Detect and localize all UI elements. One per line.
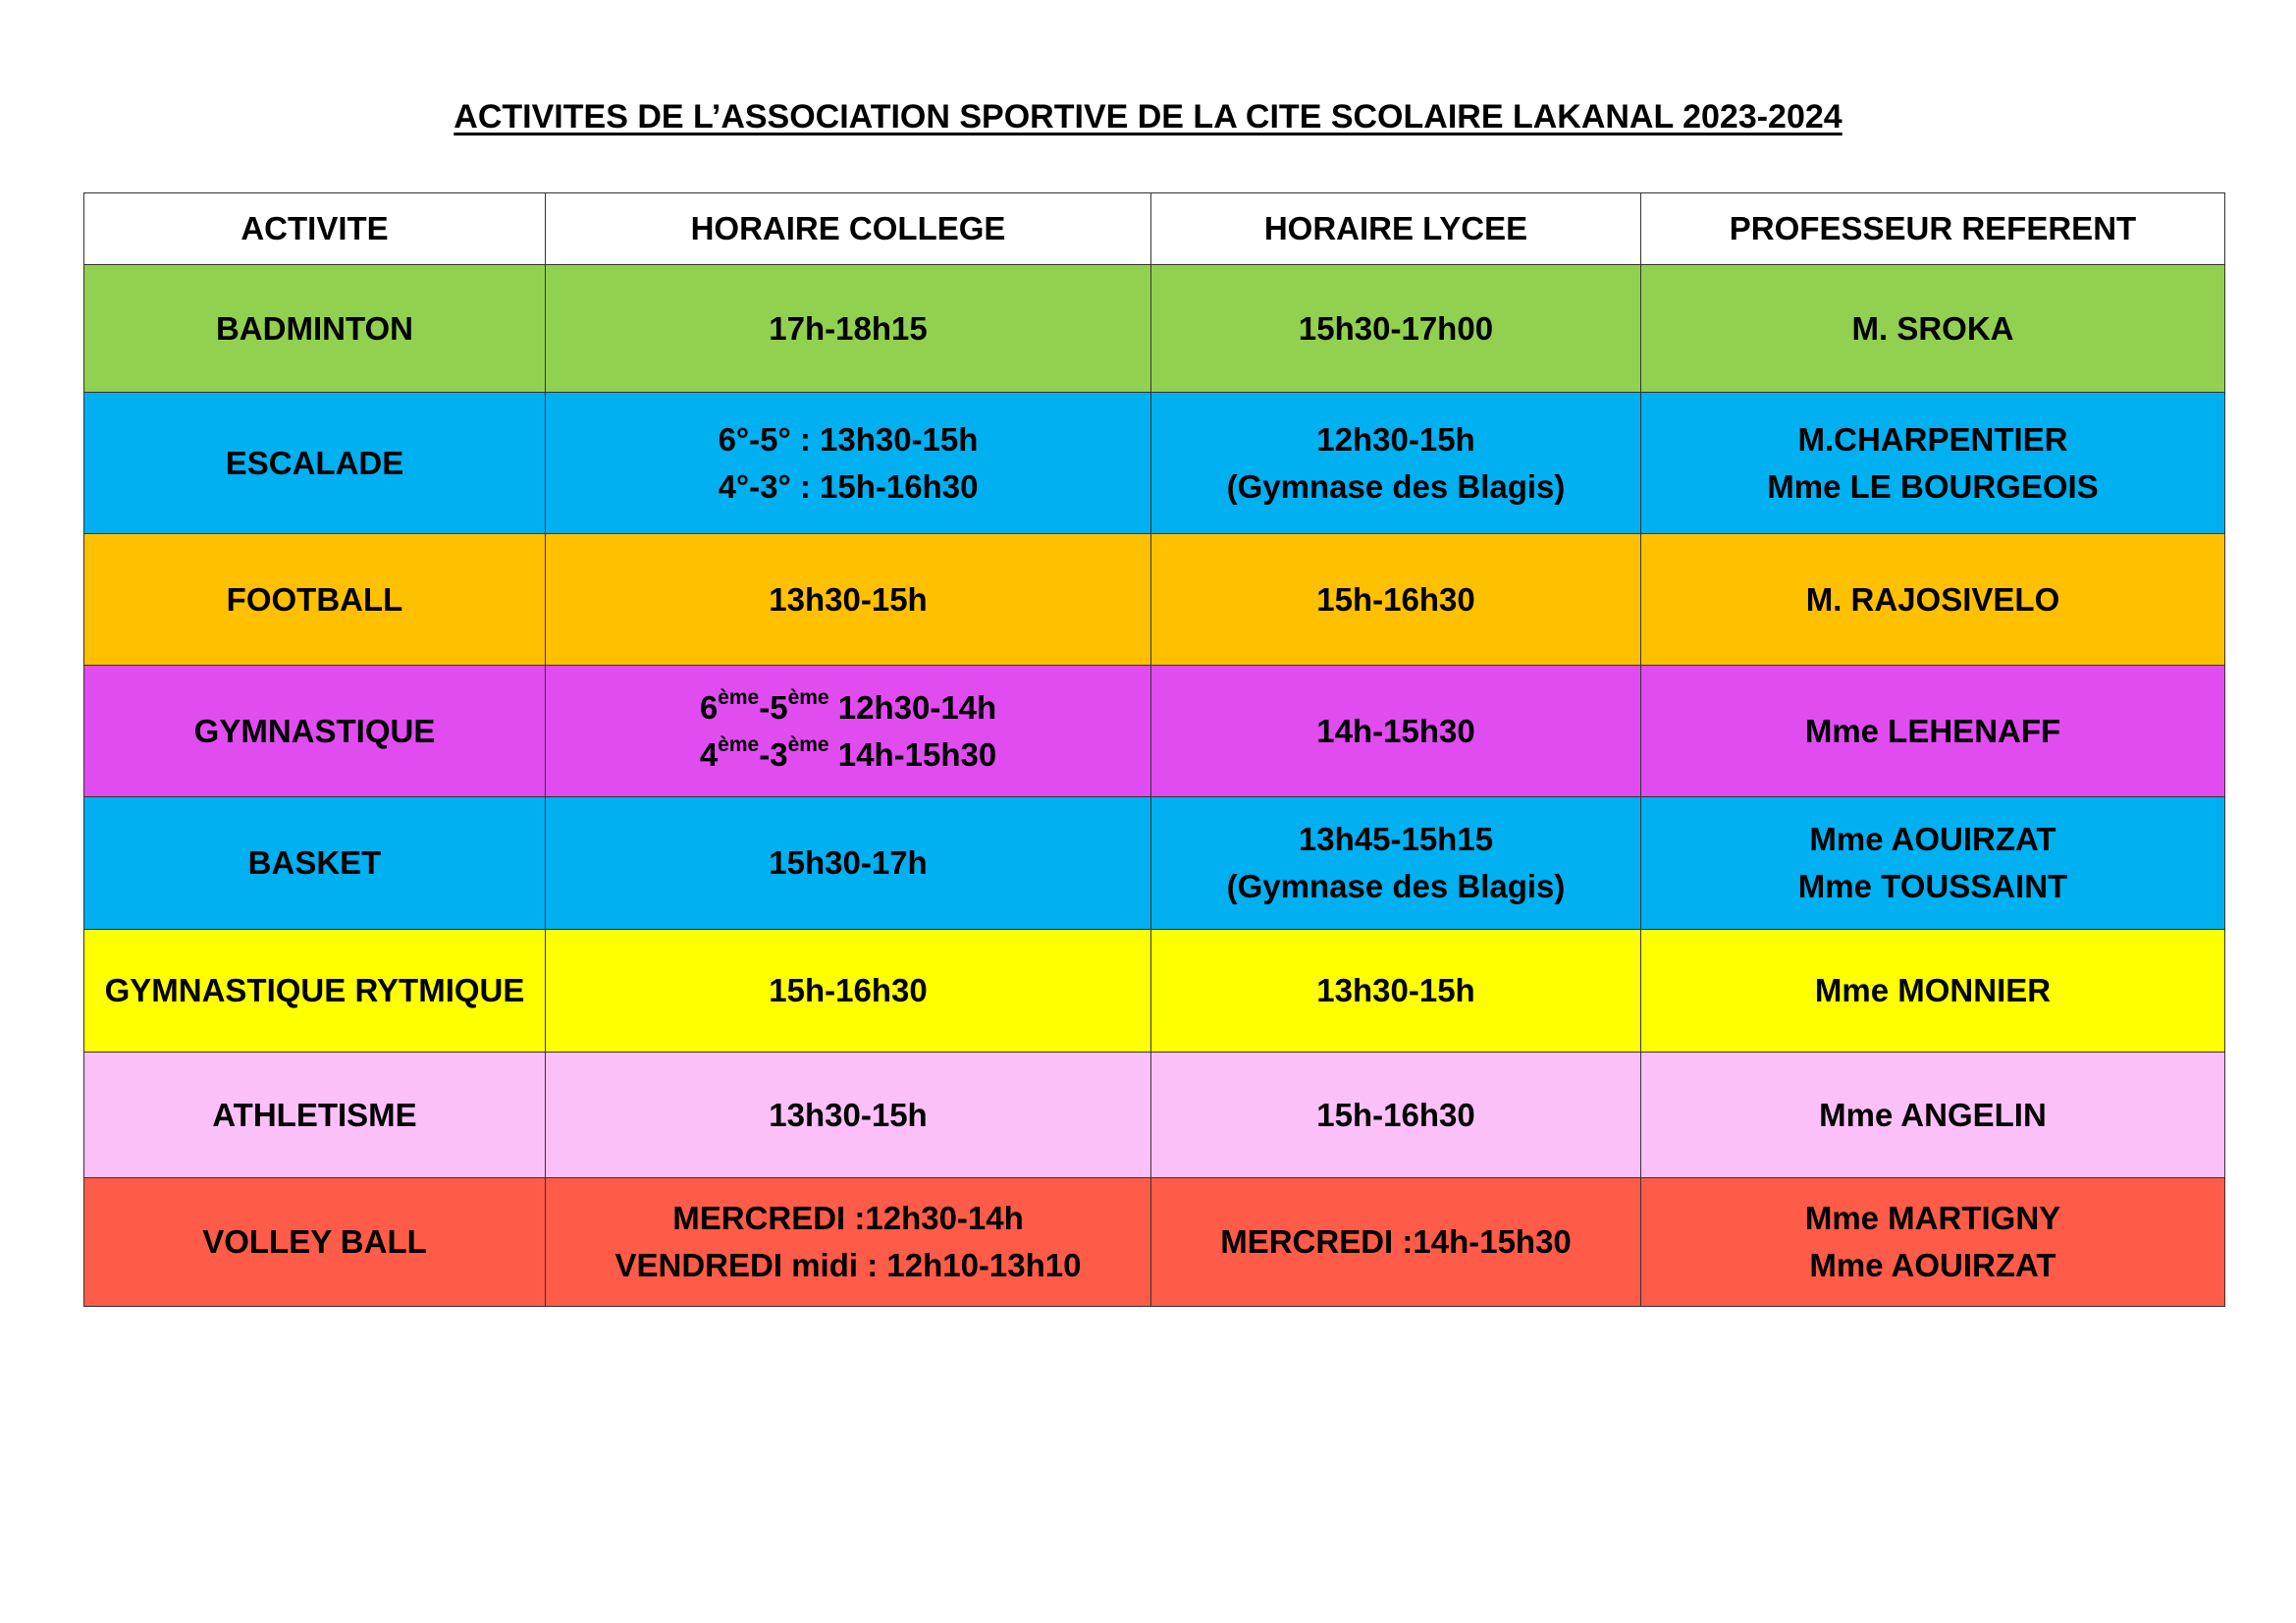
lycee-schedule-line: 15h-16h30 bbox=[1316, 1096, 1475, 1133]
time-range: 14h-15h30 bbox=[828, 735, 997, 773]
teacher-cell bbox=[1641, 666, 2225, 797]
grade-start: 6 bbox=[699, 688, 719, 726]
activity-cell: BADMINTON bbox=[84, 265, 546, 393]
activity-cell: ATHLETISME bbox=[84, 1053, 546, 1178]
college-schedule-cell bbox=[546, 797, 1151, 930]
lycee-schedule-line: 13h45-15h15 bbox=[1298, 821, 1494, 857]
college-schedule-line: 13h30-15h bbox=[769, 1096, 928, 1133]
table-row bbox=[84, 534, 2225, 666]
college-schedule-line: 17h-18h15 bbox=[769, 309, 928, 347]
teacher-name: M.CHARPENTIER bbox=[1797, 420, 2068, 458]
college-schedule-cell bbox=[546, 666, 1151, 797]
lycee-schedule-line: 15h30-17h00 bbox=[1298, 309, 1494, 347]
teacher-name: Mme TOUSSAINT bbox=[1797, 868, 2068, 904]
teacher-cell bbox=[1641, 534, 2225, 666]
teacher-cell bbox=[1641, 265, 2225, 393]
lycee-location-line: (Gymnase des Blagis) bbox=[1226, 467, 1566, 505]
grade-suffix: ème bbox=[718, 685, 760, 709]
college-schedule-line: VENDREDI midi : 12h10-13h10 bbox=[614, 1247, 1082, 1283]
grade-suffix: ème bbox=[787, 685, 829, 709]
header-horaire-college: HORAIRE COLLEGE bbox=[546, 193, 1151, 265]
teacher-name: M. SROKA bbox=[1851, 309, 2014, 347]
table-row bbox=[84, 1178, 2225, 1307]
college-schedule-line: 6°-5° : 13h30-15h bbox=[718, 420, 979, 458]
activity-cell: FOOTBALL bbox=[84, 534, 546, 666]
activity-cell: BASKET bbox=[84, 797, 546, 930]
college-schedule-line: 13h30-15h bbox=[769, 580, 928, 618]
teacher-cell bbox=[1641, 393, 2225, 534]
teacher-cell bbox=[1641, 930, 2225, 1053]
college-schedule-line: 4°-3° : 15h-16h30 bbox=[718, 467, 979, 505]
lycee-schedule-line: MERCREDI :14h-15h30 bbox=[1220, 1223, 1572, 1260]
table-row bbox=[84, 1053, 2225, 1178]
teacher-cell bbox=[1641, 1053, 2225, 1178]
college-schedule-cell bbox=[546, 393, 1151, 534]
college-schedule-line bbox=[552, 731, 1145, 779]
table-row bbox=[84, 930, 2225, 1053]
college-schedule-cell bbox=[546, 1178, 1151, 1307]
activity-cell: ESCALADE bbox=[84, 393, 546, 534]
teacher-cell bbox=[1641, 1178, 2225, 1307]
lycee-schedule-cell bbox=[1151, 393, 1641, 534]
lycee-schedule-cell bbox=[1151, 534, 1641, 666]
page-title: ACTIVITES DE L’ASSOCIATION SPORTIVE DE LA CITE SCOLAIRE LAKANAL 2023-2024 bbox=[454, 98, 1842, 135]
activity-cell: VOLLEY BALL bbox=[84, 1178, 546, 1307]
lycee-schedule-cell bbox=[1151, 1053, 1641, 1178]
header-horaire-lycee: HORAIRE LYCEE bbox=[1151, 193, 1641, 265]
lycee-location-line: (Gymnase des Blagis) bbox=[1226, 868, 1566, 904]
college-schedule-line: MERCREDI :12h30-14h bbox=[672, 1200, 1024, 1236]
teacher-name: Mme LEHENAFF bbox=[1804, 712, 2061, 749]
lycee-schedule-cell bbox=[1151, 666, 1641, 797]
table-header-row bbox=[84, 193, 2225, 265]
activities-table bbox=[83, 192, 2225, 1307]
header-professeur-referent: PROFESSEUR REFERENT bbox=[1641, 193, 2225, 265]
lycee-schedule-line: 15h-16h30 bbox=[1316, 580, 1475, 618]
time-range: 12h30-14h bbox=[828, 688, 997, 726]
grade-start: 4 bbox=[699, 735, 719, 773]
lycee-schedule-line: 13h30-15h bbox=[1316, 972, 1475, 1008]
teacher-name: M. RAJOSIVELO bbox=[1805, 580, 2060, 618]
table-row bbox=[84, 666, 2225, 797]
activity-cell: GYMNASTIQUE bbox=[84, 666, 546, 797]
teacher-name: Mme AOUIRZAT bbox=[1809, 821, 2056, 857]
lycee-schedule-cell bbox=[1151, 265, 1641, 393]
grade-end: 5 bbox=[770, 688, 788, 726]
lycee-schedule-cell bbox=[1151, 930, 1641, 1053]
lycee-schedule-cell bbox=[1151, 797, 1641, 930]
college-schedule-cell bbox=[546, 1053, 1151, 1178]
teacher-cell bbox=[1641, 797, 2225, 930]
college-schedule-cell bbox=[546, 930, 1151, 1053]
activity-cell: GYMNASTIQUE RYTMIQUE bbox=[84, 930, 546, 1053]
table-row bbox=[84, 797, 2225, 930]
lycee-schedule-line: 12h30-15h bbox=[1316, 420, 1475, 458]
header-activite: ACTIVITE bbox=[84, 193, 546, 265]
college-schedule-line: 15h30-17h bbox=[769, 844, 928, 881]
teacher-name: Mme ANGELIN bbox=[1819, 1096, 2047, 1133]
grade-suffix: ème bbox=[718, 732, 760, 756]
grade-end: 3 bbox=[770, 735, 788, 773]
teacher-name: Mme AOUIRZAT bbox=[1809, 1247, 2056, 1283]
grade-suffix: ème bbox=[787, 732, 829, 756]
table-row bbox=[84, 265, 2225, 393]
college-schedule-line bbox=[552, 684, 1145, 731]
lycee-schedule-line: 14h-15h30 bbox=[1316, 712, 1475, 749]
teacher-name: Mme MONNIER bbox=[1814, 972, 2052, 1008]
table-row bbox=[84, 393, 2225, 534]
college-schedule-line: 15h-16h30 bbox=[769, 972, 928, 1008]
grade-separator: - bbox=[759, 735, 771, 773]
college-schedule-cell bbox=[546, 534, 1151, 666]
lycee-schedule-cell bbox=[1151, 1178, 1641, 1307]
teacher-name: Mme LE BOURGEOIS bbox=[1767, 467, 2099, 505]
teacher-name: Mme MARTIGNY bbox=[1804, 1200, 2061, 1236]
grade-separator: - bbox=[759, 688, 771, 726]
college-schedule-cell bbox=[546, 265, 1151, 393]
